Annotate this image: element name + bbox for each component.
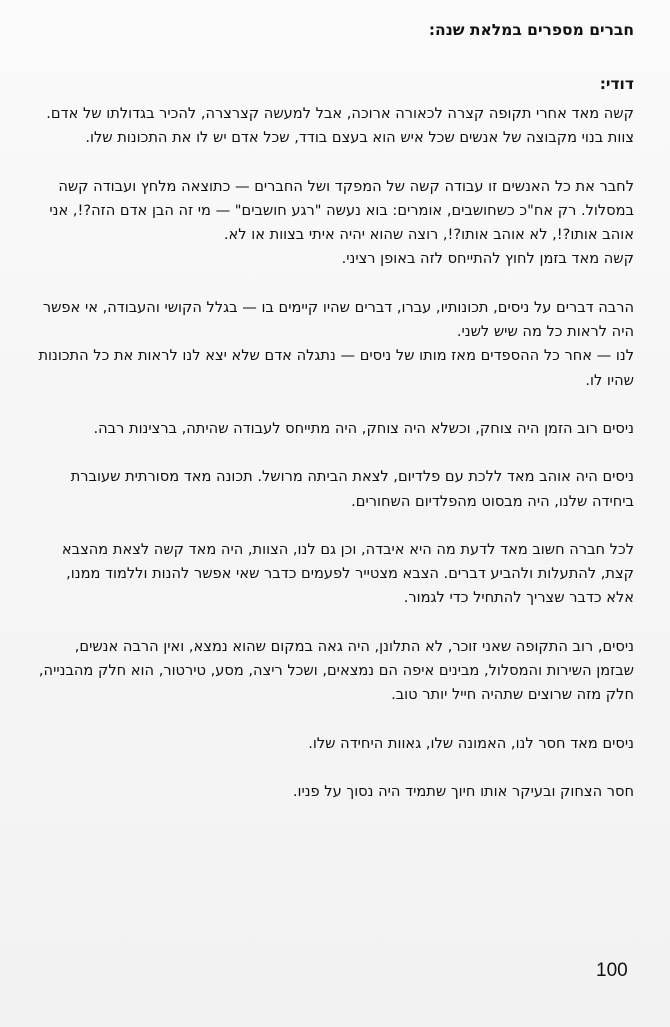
page-heading: חברים מספרים במלאת שנה: [428,21,634,39]
paragraph: חסר הצחוק ובעיקר אותו חיוך שתמיד היה נסוך על פניו. [292,782,634,800]
paragraph: הרבה דברים על ניסים, תכונותיו, עברו, דברים שהיו קיימים בו — בגלל הקושי והעבודה, אי אפשר היה לראות כל מה שיש לשני. [42,298,634,341]
memorial-text [38,18,634,828]
paragraph: קשה מאד בזמן לחוץ להתייחס לזה באופן רציני. [341,250,634,268]
paragraph: ניסים, רוב התקופה שאני זוכר, לא התלונן, היה גאה במקום שהוא נמצא, ואין הרבה אנשים, שבזמן השירות והמסלול, מבינים איפה הם נמצאים, ושכל ריצה, מסע, טירטור, הוא חלק מהבנייה, חלק מזה שרוצים שתהיה חייל יותר טוב. [38,637,634,704]
paragraph: ניסים היה אוהב מאד ללכת עם פלדיום, לצאת הביתה מרושל. תכונה מאד מסורתית שעוברת ביחידה שלנו, היה מבסוט מהפלדיום השחורים. [70,468,634,510]
paragraph: קשה מאד אחרי תקופה קצרה לכאורה ארוכה, אבל למעשה קצרצרה, להכיר בגדולתו של אדם. צוות בנוי מקבוצה של אנשים שכל איש הוא בעצם בודד, שכל אדם יש לו את התכונות שלו. [46,105,634,147]
paragraph: לכל חברה חשוב מאד לדעת מה היא איבדה, וכן גם לנו, הצוות, היה מאד קשה לצאת מהצבא קצת, להתעלות ולהביע דברים. הצבא מצטייר לפעמים כדבר שאי אפשר להנות וללמוד ממנו, אלא כדבר שצריך להתחיל כדי לגמור. [61,540,634,607]
speaker-name: דודי: [599,75,634,93]
paragraph: לנו — אחר כל ההספדים מאז מותו של ניסים — נתגלה אדם שלא יצא לנו לראות את כל התכונות שהיו לו. [38,347,634,389]
page-number: 100 [596,960,628,981]
paragraph: ניסים רוב הזמן היה צוחק, וכשלא היה צוחק, היה מתייחס לעבודה שהיתה, ברצינות רבה. [93,419,634,437]
paragraph: ניסים מאד חסר לנו, האמונה שלו, גאוות היחידה שלו. [308,734,634,752]
paragraph: לחבר את כל האנשים זו עבודה קשה של המפקד ושל החברים — כתוצאה מלחץ ועבודה קשה במסלול. רק אח"כ כשחושבים, אומרים: בוא נעשה "רגע חושבים" — מי זה הבן אדם הזה?!, אני אוהב אותו?!, לא אוהב אותו?!, רוצה שהוא יהיה איתי בצוות או לא. [49,177,634,244]
